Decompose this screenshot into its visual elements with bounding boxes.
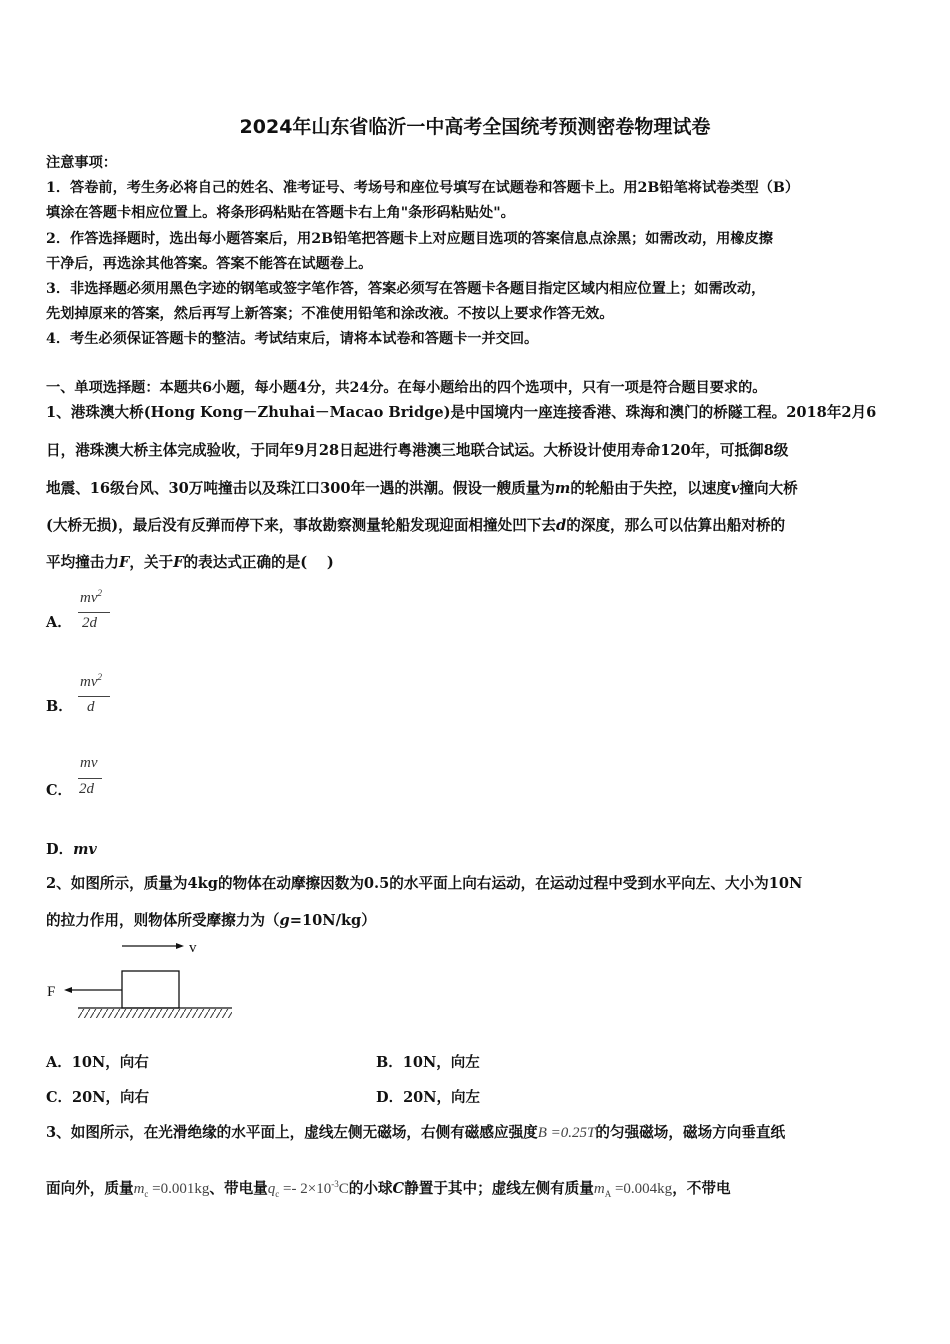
q1-option-d: D．mv [46,841,97,858]
q1-line-2: 日，港珠澳大桥主体完成验收，于同年9月28日起进行粤港澳三地联合试运。大桥设计使用寿命120年，可抵御8级 [46,442,789,459]
q2-line-1: 2、如图所示，质量为4kg的物体在动摩擦因数为0.5的水平面上向右运动，在运动过程中受到水平向左、大小为10N [46,875,803,892]
q2-option-b: B．10N，向左 [376,1054,480,1071]
q1-option-c-label: C． [46,782,73,799]
q2-option-c: C．20N，向右 [46,1089,149,1106]
q1-option-b-label: B． [46,698,73,715]
ground-hatch [78,1009,232,1018]
notice-line-6: 先划掉原来的答案，然后再写上新答案；不准使用铅笔和涂改液。不按以上要求作答无效。 [46,306,614,322]
notice-line-5: 3．非选择题必须用黑色字迹的钢笔或签字笔作答，答案必须写在答题卡各题目指定区域内相应位置上；如需改动， [46,281,766,297]
q2-option-d: D．20N，向左 [376,1089,481,1106]
notice-line-3: 2．作答选择题时，选出每小题答案后，用2B铅笔把答题卡上对应题目选项的答案信息点涂黑；如需改动，用橡皮擦 [46,231,773,247]
force-arrowhead-icon [64,987,72,993]
q3-line-1: 3、如图所示，在光滑绝缘的水平面上，虚线左侧无磁场，右侧有磁感应强度B =0.25T的匀强磁场，磁场方向垂直纸 [46,1124,786,1141]
q1-line-1: 1、港珠澳大桥(Hong Kong－Zhuhai－Macao Bridge)是中国境内一座连接香港、珠海和澳门的桥隧工程。2018年2月6 [46,404,877,421]
velocity-label: v [189,940,197,956]
q3-line-2: 面向外，质量$m_c =0.001kg$、带电量$q_c =- 2\times 10^{-3}C$的小球C静置于其中；虚线左侧有质量$m_A =0.004kg$，不带电 [46,1179,731,1199]
notice-line-2: 填涂在答题卡相应位置上。将条形码粘贴在答题卡右上角"条形码粘贴处"。 [46,205,515,221]
notice-line-1: 1．答卷前，考生务必将自己的姓名、准考证号、考场号和座位号填写在试题卷和答题卡上。用2B铅笔将试卷类型（B） [46,180,800,196]
q2-diagram [40,932,250,1028]
q1-line-3: 地震、16级台风、30万吨撞击以及珠江口300年一遇的洪潮。假设一艘质量为m的轮船由于失控，以速度v撞向大桥 [46,480,798,497]
block [122,971,179,1008]
notice-line-7: 4．考生必须保证答题卡的整洁。考试结束后，请将本试卷和答题卡一并交回。 [46,331,539,347]
notice-heading: 注意事项： [46,155,117,171]
section-heading: 一、单项选择题：本题共6小题，每小题4分，共24分。在每小题给出的四个选项中，只有一项是符合题目要求的。 [46,380,767,396]
force-label: F [47,984,56,1000]
q1-line-5: 平均撞击力F，关于F的表达式正确的是( ) [46,554,334,571]
page-title: 2024年山东省临沂一中高考全国统考预测密卷物理试卷 [239,116,711,138]
q1-option-a-label: A． [46,614,72,631]
notice-line-4: 干净后，再选涂其他答案。答案不能答在试题卷上。 [46,256,373,272]
exam-page: 2024年山东省临沂一中高考全国统考预测密卷物理试卷 注意事项： 1．答卷前，考生务必将自己的姓名、准考证号、考场号和座位号填写在试题卷和答题卡上。用2B铅笔将试卷类型（B） 填涂在答题卡相应位置上。将条形码粘贴在答题卡右上角"条形码粘贴处"。 2．作答选择题时，选出每小题答案后，用2B铅笔把答题卡上对应题目选项的答案信息点涂黑；如需改动，用橡皮擦 干净后，再选涂其他答案。答案不能答在试题卷上。 3．非选择题必须用黑色字迹的钢笔或签字笔作答，答案必须写在答题卡各题目指定区域内相应位置上；如需改动， 先划掉原来的答案，然后再写上新答案；不准使用铅笔和涂改液。不按以上要求作答无效。 4．考生必须保证答题卡的整洁。考试结束后，请将本试卷和答题卡一并交回。 一、单项选择题：本题共6小题，每小题4分，共24分。在每小题给出的四个选项中，只有一项是符合题目要求的。 1、港珠澳大桥(Hong Kong－Zhuhai－Macao Bridge)是中国境内一座连接香港、珠海和澳门的桥隧工程。2018年2月6 日，港珠澳大桥主体完成验收，于同年9月28日起进行粤港澳三地联合试运。大桥设计使用寿命120年，可抵御8级 地震、16级台风、30万吨撞击以及珠江口300年一遇的洪潮。假设一艘质量为m的轮船由于失控，以速度v撞向大桥 (大桥无损)，最后没有反弹而停下来，事故勘察测量轮船发现迎面相撞处凹下去d的深度，那么可以估算出船对桥的 平均撞击力F，关于F的表达式正确的是( ) A． $mv^2$ 2d B． $mv^2$ d C． mv 2d D．mv 2、如图所示，质量为4kg的物体在动摩擦因数为0.5的水平面上向右运动，在运动过程中受到水平向左、大小为10N 的拉力作用，则物体所受摩擦力为（g=10N/kg） v F A．10N，向右 B．10N，向左 C．20N，向右 D．20N，向左 3、如图所示，在光滑绝缘的水平面上，虚线左侧无磁场，右侧有磁感应强度B =0.25T的匀强磁场，磁场方向垂直纸 面向外，质量$m_c =0.001kg$、带电量$q_c =- 2\times 10^{-3}C$的小球C静置于其中；虚线左侧有质量$m_A =0.004kg$，不带电 [0,0,950,1344]
q2-option-a: A．10N，向右 [46,1054,149,1071]
q1-line-4: (大桥无损)，最后没有反弹而停下来，事故勘察测量轮船发现迎面相撞处凹下去d的深度，那么可以估算出船对桥的 [46,517,786,534]
velocity-arrowhead-icon [176,943,184,949]
q2-line-2: 的拉力作用，则物体所受摩擦力为（g=10N/kg） [46,912,376,929]
